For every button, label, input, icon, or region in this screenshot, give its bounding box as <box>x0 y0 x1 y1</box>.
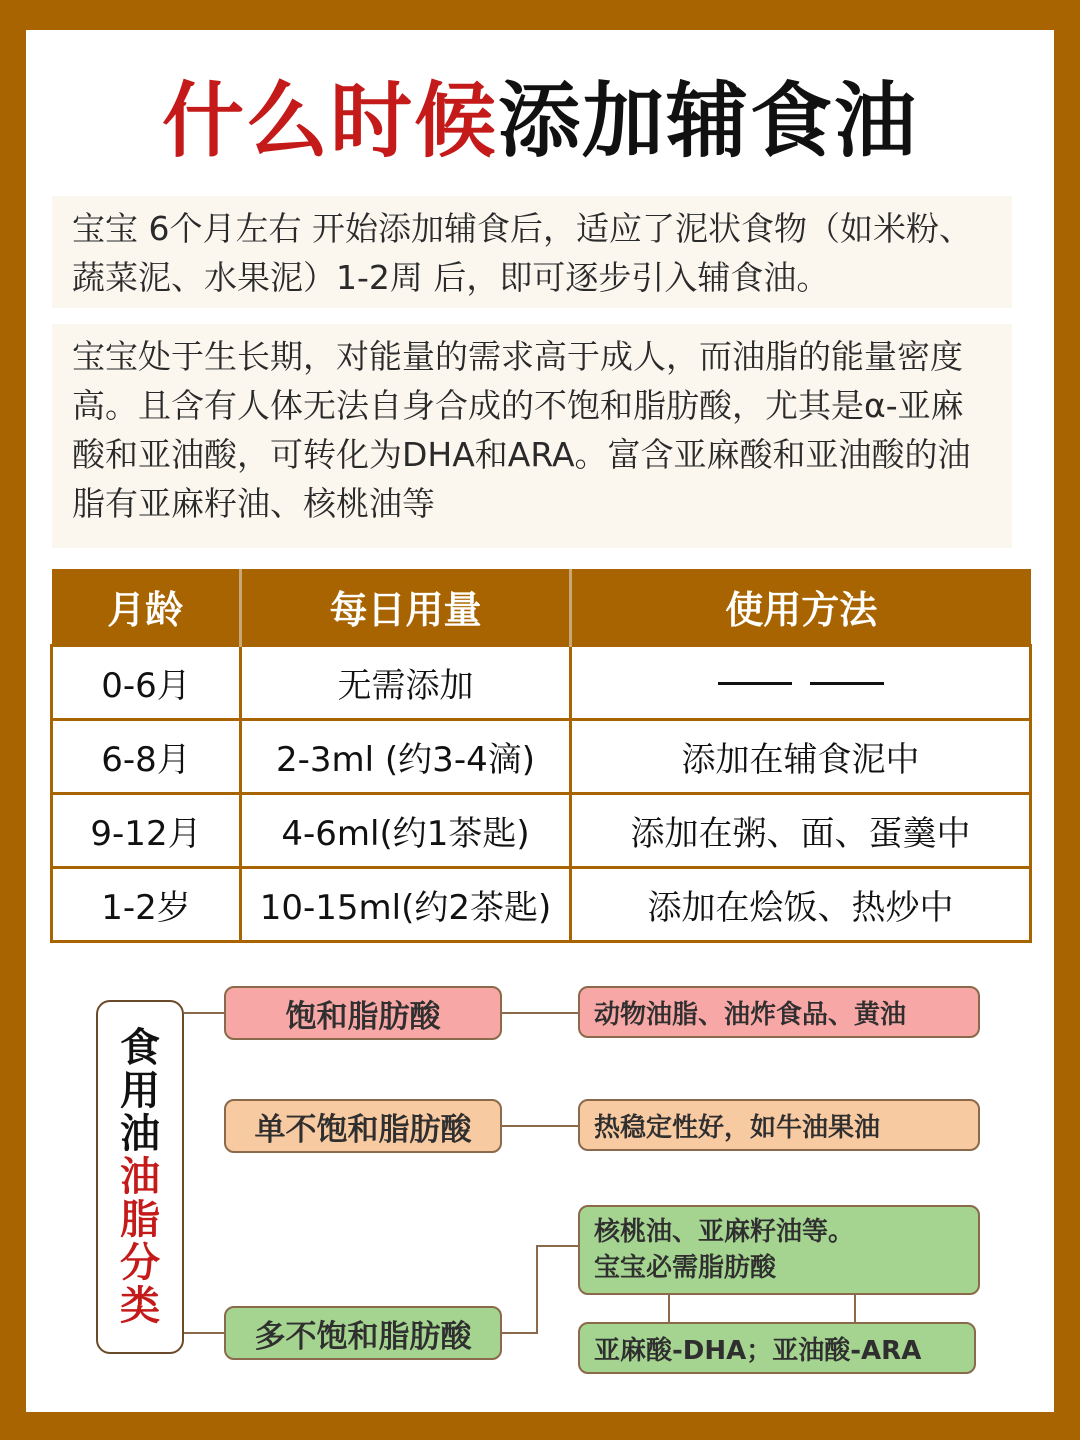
desc-dha-ara: 亚麻酸-DHA；亚油酸-ARA <box>578 1322 976 1374</box>
title-rest: 添加辅食油 <box>498 74 919 169</box>
root-char: 类 <box>120 1282 160 1329</box>
cell-age: 0-6月 <box>52 645 241 719</box>
root-char: 油 <box>120 1110 160 1157</box>
connector-line <box>184 1332 224 1334</box>
desc-polyunsaturated-line2: 宝宝必需脂肪酸 <box>594 1253 777 1283</box>
connector-line <box>502 1012 578 1014</box>
intro-paragraph-2: 宝宝处于生长期，对能量的需求高于成人，而油脂的能量密度高。且含有人体无法自身合成的不饱和脂肪酸，尤其是α-亚麻酸和亚油酸，可转化为DHA和ARA。富含亚麻酸和亚油酸的油脂有亚麻籽油、核桃油等 <box>52 324 1012 548</box>
desc-saturated: 动物油脂、油炸食品、黄油 <box>578 986 980 1038</box>
root-char: 油 <box>120 1153 160 1200</box>
table-row <box>52 867 1031 941</box>
connector-line <box>502 1332 538 1334</box>
header-method: 使用方法 <box>571 569 1031 645</box>
desc-polyunsaturated <box>578 1205 980 1295</box>
cell-method-none <box>571 645 1031 719</box>
cell-method: 添加在烩饭、热炒中 <box>571 867 1031 941</box>
category-saturated: 饱和脂肪酸 <box>224 986 502 1040</box>
dash-icon <box>718 682 792 685</box>
table-row <box>52 719 1031 793</box>
cell-amount: 2-3ml (约3-4滴) <box>241 719 571 793</box>
dash-icon <box>810 682 884 685</box>
category-monounsaturated: 单不饱和脂肪酸 <box>224 1099 502 1153</box>
title-highlight: 什么时候 <box>161 74 498 169</box>
category-polyunsaturated: 多不饱和脂肪酸 <box>224 1306 502 1360</box>
page-title <box>0 72 1080 172</box>
root-label-black <box>120 1024 160 1157</box>
oil-classification-root <box>96 1000 184 1354</box>
desc-monounsaturated: 热稳定性好，如牛油果油 <box>578 1099 980 1151</box>
dosage-table <box>50 569 1032 943</box>
connector-line <box>184 1012 224 1014</box>
root-char: 食 <box>120 1024 160 1071</box>
desc-polyunsaturated-line1: 核桃油、亚麻籽油等。 <box>594 1217 855 1247</box>
root-char: 脂 <box>120 1196 160 1243</box>
table-row <box>52 645 1031 719</box>
cell-age: 6-8月 <box>52 719 241 793</box>
connector-line <box>668 1294 670 1322</box>
table-row <box>52 793 1031 867</box>
cell-amount: 4-6ml(约1茶匙) <box>241 793 571 867</box>
table-header-row <box>52 569 1031 645</box>
header-age: 月龄 <box>52 569 241 645</box>
root-char: 分 <box>120 1239 160 1286</box>
connector-line <box>854 1294 856 1322</box>
header-amount: 每日用量 <box>241 569 571 645</box>
cell-age: 9-12月 <box>52 793 241 867</box>
connector-line <box>536 1245 538 1334</box>
connector-line <box>502 1125 578 1127</box>
connector-line <box>536 1245 578 1247</box>
cell-method: 添加在辅食泥中 <box>571 719 1031 793</box>
intro-paragraph-1: 宝宝 6个月左右 开始添加辅食后，适应了泥状食物（如米粉、蔬菜泥、水果泥）1-2周 后，即可逐步引入辅食油。 <box>52 196 1012 308</box>
cell-age: 1-2岁 <box>52 867 241 941</box>
root-char: 用 <box>120 1067 160 1114</box>
cell-amount: 无需添加 <box>241 645 571 719</box>
cell-amount: 10-15ml(约2茶匙) <box>241 867 571 941</box>
root-label-red <box>120 1153 160 1329</box>
cell-method: 添加在粥、面、蛋羹中 <box>571 793 1031 867</box>
